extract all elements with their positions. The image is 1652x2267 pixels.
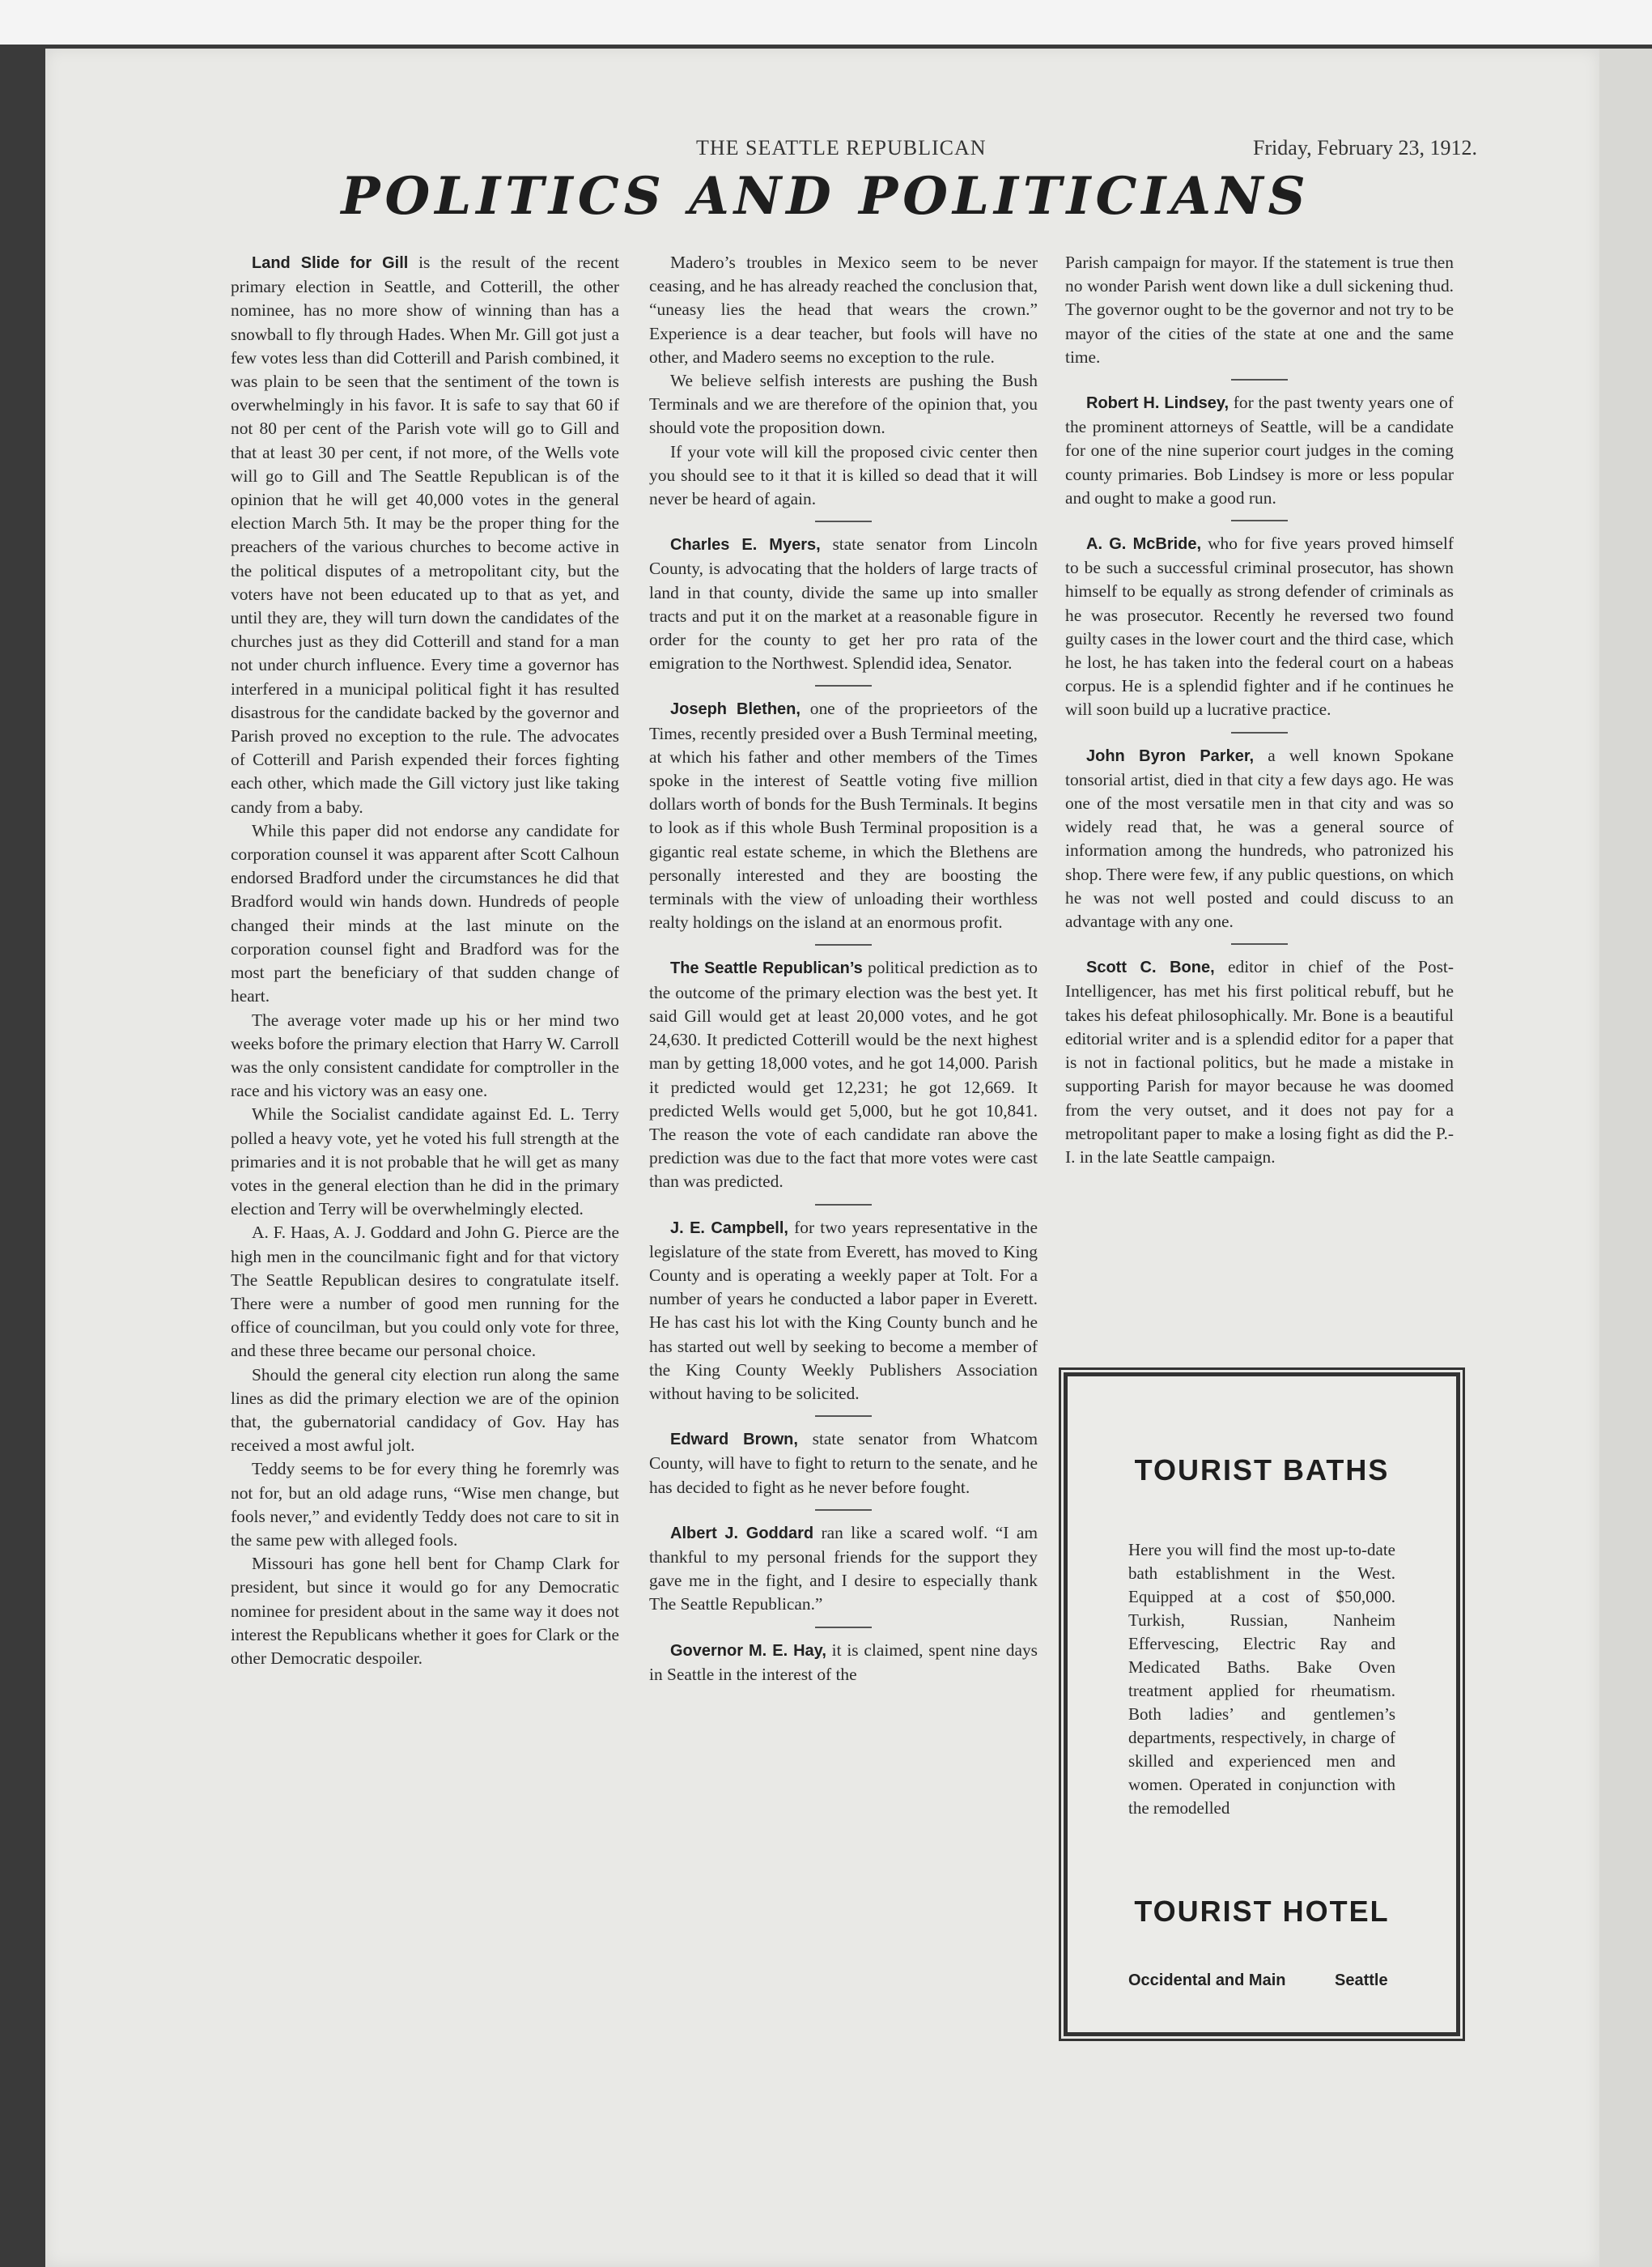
article-separator-rule <box>1231 943 1288 945</box>
article-paragraph <box>231 1009 619 1104</box>
ad-street: Occidental and Main <box>1128 1971 1286 1989</box>
article-text: If your vote will kill the proposed civic center then you should see to it that it is killed so dead that it will never be heard of again. <box>649 441 1038 509</box>
ad-address <box>1128 1971 1412 1990</box>
article-paragraph <box>649 440 1038 512</box>
ad-title: TOURIST BATHS <box>1134 1453 1390 1487</box>
article-text: ran like a scared wolf. “I am thankful to my personal friends for the support they gave me in the fight, and I desire to especially thank The Seattle Republican.” <box>649 1522 1038 1614</box>
newspaper-name: THE SEATTLE REPUBLICAN <box>696 136 987 159</box>
article-text: The average voter made up his or her mind two weeks bofore the primary election that Harry W. Carroll was the only consistent candidate for comptroller in the race and his victory was an easy one. <box>231 1010 619 1101</box>
article-paragraph <box>231 251 619 819</box>
article-text: for the past twenty years one of the prominent attorneys of Seattle, will be a candidate for one of the nine superior court judges in the coming county primaries. Bob Lindsey is more or less popular and ought to make a good run. <box>1065 393 1454 508</box>
article-text: one of the proprieetors of the Times, recently presided over a Bush Terminal meeting, at which his father and other members of the Times spoke in the interest of Seattle voting five million dollars worth of bonds for the Bush Terminals. It begins to look as if this whole Bush Terminal proposition is a gigantic real estate scheme, in which the Blethens are personally interested and they are boosting the terminals with the view of unloading their worthless realty holdings on the island at an enormous profit. <box>649 699 1038 933</box>
article-text: for two years representative in the legislature of the state from Everett, has moved to King County and is operating a weekly paper at Tolt. For a number of years he conducted a labor paper in Everett. He has cast his lot with the King County bunch and he has started out well by seeking to become a member of the King County Weekly Publishers Association without having to be solicited. <box>649 1217 1038 1403</box>
article-text: We believe selfish interests are pushing the Bush Terminals and we are therefore of the opinion that, you should vote the proposition down. <box>649 371 1038 438</box>
article-paragraph <box>1065 251 1454 369</box>
article-separator-rule <box>815 1204 872 1206</box>
article-text: state senator from Whatcom County, will have to fight to return to the senate, and he has decided to fight as he never before fought. <box>649 1429 1038 1497</box>
ad-body-text: Here you will find the most up-to-date bath establishment in the West. Equipped at a cost of $50,000. Turkish, Russian, Nanheim Effervescing, Electric Ray and Medicated Baths. Bake Oven treatment applied for rheumatism. Both ladies’ and gentlemen’s departments, respectively, in charge of skilled and experienced men and women. Operated in conjunction with the remodelled <box>1128 1540 1395 1818</box>
article-separator-rule <box>815 1415 872 1417</box>
column-3 <box>1065 251 1454 1169</box>
article-paragraph <box>231 819 619 1009</box>
article-lead: Charles E. Myers, <box>670 536 821 555</box>
column-1 <box>231 251 619 1670</box>
article-text: A. F. Haas, A. J. Goddard and John G. Pierce are the high men in the councilmanic fight and for that victory The Seattle Republican desires to congratulate itself. There were a number of good men running for the office of councilman, but you could only vote for three, and these three became our personal choice. <box>231 1223 619 1361</box>
article-separator-rule <box>815 1509 872 1511</box>
article-paragraph <box>649 956 1038 1193</box>
article-text: state senator from Lincoln County, is advocating that the holders of large tracts of land in that county, divide the same up into smaller tracts and put it on the market at a reasonable figure in order for the county to get her pro rata of the emigration to the Northwest. Splendid idea, Senator. <box>649 534 1038 674</box>
article-paragraph <box>1065 391 1454 510</box>
article-lead: Land Slide for Gill <box>252 254 409 272</box>
column-2 <box>649 251 1038 1686</box>
article-paragraph <box>649 1427 1038 1499</box>
article-separator-rule <box>815 944 872 946</box>
article-paragraph <box>649 697 1038 934</box>
masthead <box>652 136 1477 168</box>
article-lead: Governor M. E. Hay, <box>670 1641 826 1660</box>
article-lead: J. E. Campbell, <box>670 1219 788 1237</box>
article-text: While the Socialist candidate against Ed. L. Terry polled a heavy vote, yet he voted his full strength at the primaries and it is not probable that he will get as many votes in the general election than he did in the primary election and Terry will be overwhelmingly elected. <box>231 1104 619 1219</box>
article-text: Teddy seems to be for every thing he foremrly was not for, but an old adage runs, “Wise men change, but fools never,” and evidently Teddy does not care to sit in the same pew with alleged fools. <box>231 1459 619 1550</box>
article-paragraph <box>649 1639 1038 1686</box>
article-text: editor in chief of the Post-Intelligencer, has met his first political rebuff, but he takes his defeat philosophically. Mr. Bone is a beautiful editorial writer and is a splendid editor for a paper that is not in factional politics, but he made a mistake in supporting Parish for mayor because he was doomed from the very outset, and it does not pay for a metropolitant paper to make a losing fight as did the P.-I. in the late Seattle campaign. <box>1065 957 1455 1167</box>
article-separator-rule <box>1231 379 1288 381</box>
article-text: who for five years proved himself to be such a successful criminal prosecutor, has shown himself to be equally as strong defender of criminals as he was prosecutor. Recently he reversed two found guilty cases in the lower court and the third case, which he lost, he has taken into the federal court on a habeas corpus. He is a splendid fighter and if he continues he will soon build up a lucrative practice. <box>1065 534 1454 720</box>
ad-hotel-title: TOURIST HOTEL <box>1134 1895 1390 1928</box>
article-text: is the result of the recent primary election in Seattle, and Cotterill, the other nominee, has no more show of winning than has a snowball to fly through Hades. When Mr. Gill got just a few votes less than did Cotterill and Parish combined, it was plain to be seen that the sentiment of the town is overwhelmingly in his favor. It is safe to say that 60 if not 80 per cent of the Parish vote will go to Gill and that at least 30 per cent, if not more, of the Wells vote will go to Gill and The Seattle Republican is of the opinion that he will get 40,000 votes in the general election March 5th. It may be the proper thing for the preachers of the various churches to become active in the political disputes of a metropolitant city, but the voters have not been educated up to that as yet, and until they are, they will turn down the candidates of the churches just as they did Cotterill and stand for a man not under church influence. Every time a governor has interfered in a municipal political fight it has resulted disastrous for the candidate backed by the governor and Parish proved no exception to the rule. The advocates of Cotterill and Parish expended their forces fighting each other, which made the Gill victory just like taking candy from a baby. <box>231 253 619 817</box>
article-lead: Robert H. Lindsey, <box>1086 394 1229 413</box>
article-paragraph <box>649 533 1038 675</box>
article-text: it is claimed, spent nine days in Seattle in the interest of the <box>649 1640 1038 1684</box>
article-paragraph <box>231 1552 619 1670</box>
article-text: a well known Spokane tonsorial artist, died in that city a few days ago. He was one of the most versatile men in that city and was so widely read that, he was a general source of information among the hundreds, who patronized his shop. There were few, if any public questions, on which he was not well posted and could discuss to an advantage with any one. <box>1065 745 1454 932</box>
article-text: political prediction as to the outcome of the primary election was the best yet. It said Gill would get at least 20,000 votes, and he got 24,630. It predicted Cotterill would be the next highest man by getting 18,000 votes, and he got 14,000. Parish it predicted would get 12,231; he got 12,669. It predicted Wells would get 5,000, but he got 10,841. The reason the vote of each candidate ran above the prediction was due to the fact that more votes were cast than was predicted. <box>649 958 1038 1192</box>
article-text: While this paper did not endorse any candidate for corporation counsel it was apparent after Scott Calhoun endorsed Bradford under the circumstances he did that Bradford would win hands down. Hundreds of people changed their minds at the last minute on the corporation counsel fight and Bradford was for the most part the beneficiary of that sudden change of heart. <box>231 820 619 1006</box>
article-separator-rule <box>815 1627 872 1628</box>
next-page-edge <box>1599 49 1652 2267</box>
article-paragraph <box>649 1521 1038 1617</box>
article-separator-rule <box>1231 732 1288 734</box>
article-separator-rule <box>1231 520 1288 521</box>
article-paragraph <box>1065 532 1454 722</box>
article-paragraph <box>1065 744 1454 934</box>
page-headline: POLITICS AND POLITICIANS <box>341 166 1310 227</box>
article-separator-rule <box>815 685 872 687</box>
issue-date: Friday, February 23, 1912. <box>1252 136 1477 159</box>
article-paragraph <box>649 251 1038 369</box>
article-paragraph <box>649 369 1038 440</box>
article-paragraph <box>231 1103 619 1221</box>
ad-city: Seattle <box>1335 1971 1388 1989</box>
article-paragraph <box>1065 955 1454 1169</box>
article-paragraph <box>231 1221 619 1363</box>
article-lead: The Seattle Republican’s <box>670 959 863 978</box>
article-separator-rule <box>815 521 872 522</box>
article-paragraph <box>649 1216 1038 1406</box>
tourist-baths-advertisement <box>1064 1372 1460 2036</box>
scanner-background <box>0 0 1652 45</box>
article-text: Missouri has gone hell bent for Champ Clark for president, but since it would go for any Democratic nominee for president about in the same way it does not interest the Republicans whether it goes for Clark or the other Democratic despoiler. <box>231 1554 619 1668</box>
article-lead: John Byron Parker, <box>1086 746 1255 765</box>
article-lead: A. G. McBride, <box>1086 535 1202 554</box>
article-lead: Joseph Blethen, <box>670 700 801 719</box>
article-lead: Albert J. Goddard <box>670 1524 814 1542</box>
article-text: Should the general city election run along the same lines as did the primary election we are of the opinion that, the gubernatorial candidacy of Gov. Hay has received a most awful jolt. <box>231 1364 619 1456</box>
article-paragraph <box>231 1363 619 1458</box>
article-lead: Edward Brown, <box>670 1431 798 1449</box>
article-text: Parish campaign for mayor. If the statement is true then no wonder Parish went down like a dull sickening thud. The governor ought to be the governor and not try to be mayor of the cities of the state at one and the same time. <box>1065 253 1454 367</box>
article-lead: Scott C. Bone, <box>1086 959 1215 977</box>
article-text: Madero’s troubles in Mexico seem to be never ceasing, and he has already reached the conclusion that, “uneasy lies the head that wears the crown.” Experience is a dear teacher, but fools will have no other, and Madero seems no exception to the rule. <box>649 253 1038 367</box>
article-paragraph <box>231 1457 619 1552</box>
